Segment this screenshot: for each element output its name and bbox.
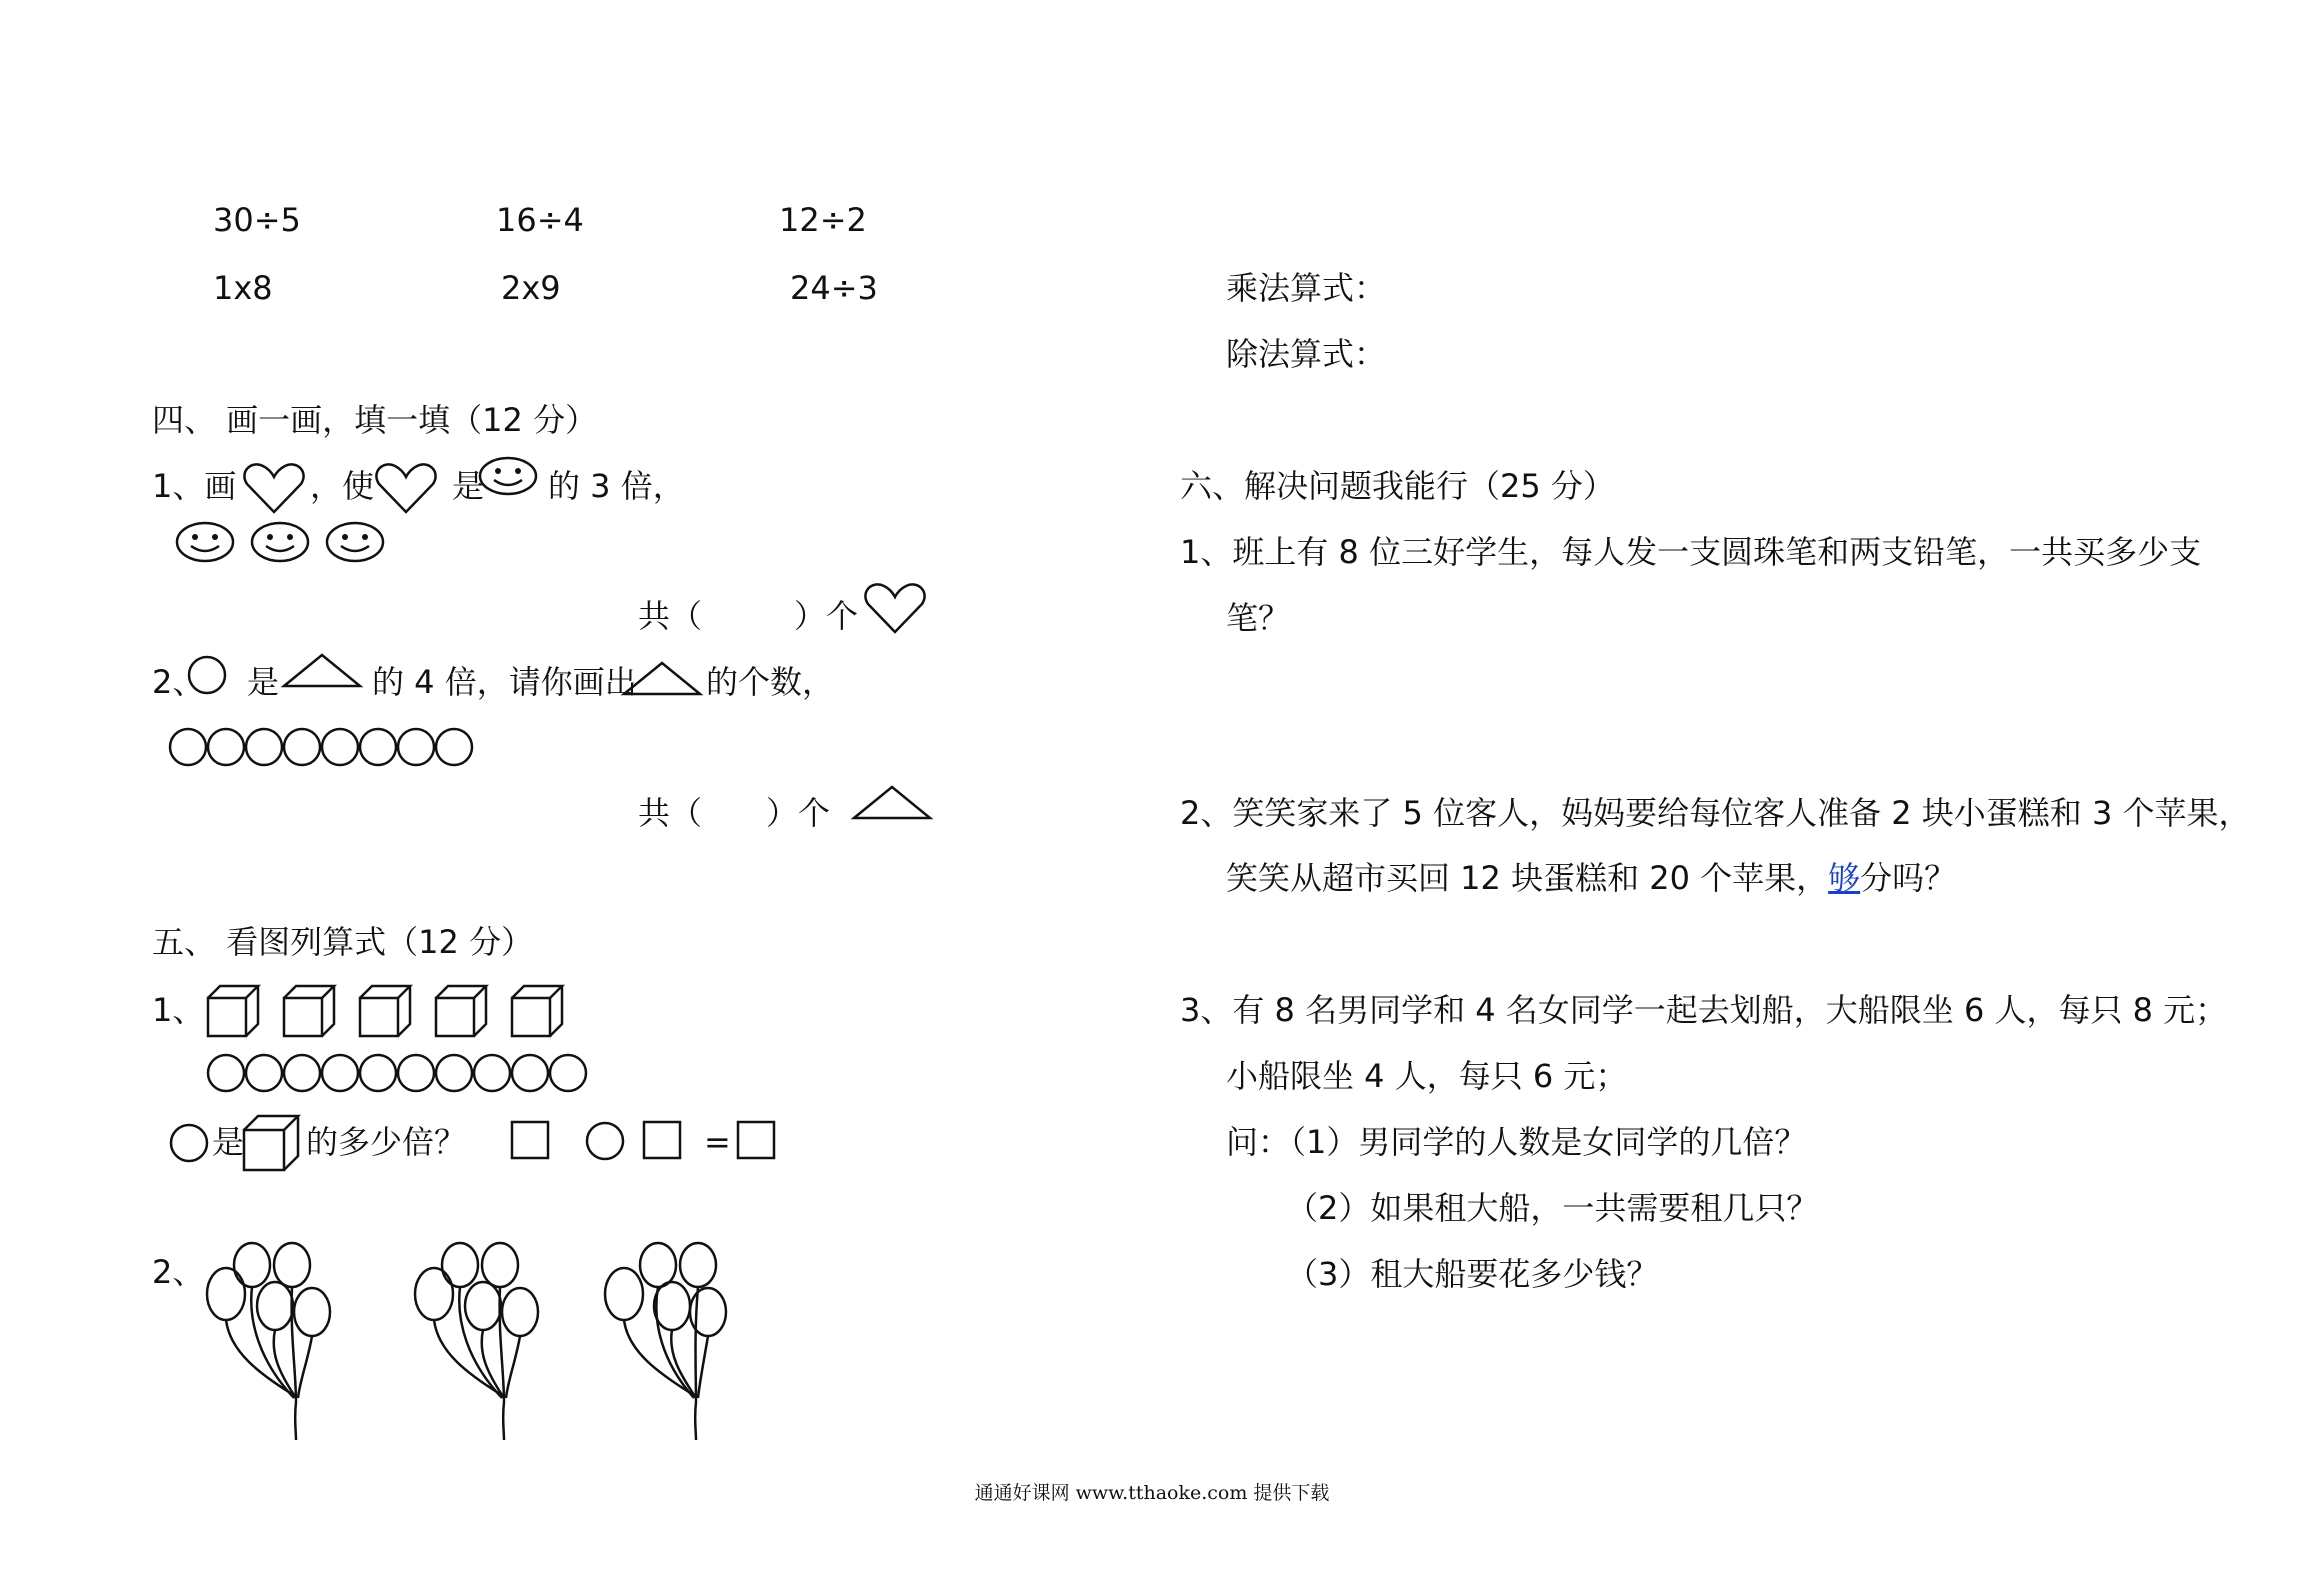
s4-q2-answer-prefix: 共（ [638, 794, 703, 832]
circle-icon [398, 729, 434, 765]
s6-q1-line2: 笔？ [1226, 599, 1291, 637]
cube-icon [360, 986, 410, 1036]
s6-q3-sub2: （2）如果租大船，一共需要租几只？ [1286, 1189, 1819, 1227]
s6-q3-line2: 小船限坐 4 人，每只 6 元； [1226, 1057, 1628, 1095]
s5-q2-num: 2、 [152, 1253, 205, 1291]
answer-box[interactable] [736, 1120, 776, 1160]
circle-icon [474, 1055, 510, 1091]
circle-icon [360, 1055, 396, 1091]
s4-q2-num: 2、 [152, 663, 205, 701]
section5-title: 五、 看图列算式（12 分） [152, 923, 534, 961]
circle-icon [360, 729, 396, 765]
s4-q1-answer-prefix: 共（ [638, 597, 703, 635]
s6-q2-line1: 2、笑笑家来了 5 位客人，妈妈要给每位客人准备 2 块小蛋糕和 3 个苹果， [1180, 794, 2251, 832]
circle-icon [170, 729, 206, 765]
cube-icon [208, 986, 258, 1036]
circle-icon [436, 1055, 472, 1091]
calc-4: 1x8 [213, 269, 273, 307]
balloon-bunch-icon [408, 1242, 548, 1442]
s5-q1-end: 的多少倍？ [306, 1123, 467, 1161]
cube-row [206, 984, 576, 1042]
circle-icon [284, 729, 320, 765]
cube-icon [436, 986, 486, 1036]
equals-sign: = [704, 1123, 731, 1161]
circle-icon [322, 1055, 358, 1091]
s4-q2-is: 是 [247, 663, 280, 701]
s4-q1-num: 1、画 [152, 467, 237, 505]
circle-icon [168, 1122, 210, 1164]
operator-circle[interactable] [584, 1120, 626, 1162]
answer-box[interactable] [510, 1120, 550, 1160]
calc-5: 2x9 [501, 269, 561, 307]
circle-icon [246, 1055, 282, 1091]
circle-icon [436, 729, 472, 765]
smiley-icon [252, 523, 308, 561]
smiley-icon [327, 523, 383, 561]
s6-q3-sub1: 问：（1）男同学的人数是女同学的几倍？ [1226, 1123, 1807, 1161]
circle-icon [186, 654, 228, 696]
cube-icon [512, 986, 562, 1036]
calc-1: 30÷5 [213, 201, 301, 239]
triangle-icon [852, 784, 932, 820]
circle-row [206, 1052, 592, 1094]
answer-box[interactable] [642, 1120, 682, 1160]
s6-q3-line1: 3、有 8 名男同学和 4 名女同学一起去划船，大船限坐 6 人，每只 8 元； [1180, 991, 2228, 1029]
triangle-icon [622, 660, 702, 696]
triangle-icon [282, 652, 362, 688]
circle-icon [208, 1055, 244, 1091]
s6-q2-line2-text-b: 分吗？ [1860, 859, 1957, 897]
s4-q1-answer-suffix: ）个 [794, 597, 859, 635]
circle-row [168, 724, 478, 770]
s4-q1-is: 是 [452, 467, 485, 505]
balloon-bunch-icon [600, 1242, 740, 1442]
smiley-icon [177, 523, 233, 561]
calc-3: 12÷2 [779, 201, 867, 239]
s6-q3-sub3: （3）租大船要花多少钱？ [1286, 1255, 1659, 1293]
s4-q1-end: 的 3 倍， [548, 467, 685, 505]
div-formula-label: 除法算式： [1226, 335, 1387, 373]
s4-q2-end: 的个数， [706, 663, 835, 701]
s4-q1-mid: ，使 [310, 467, 375, 505]
smiley-icon [478, 456, 538, 496]
s5-q1-is: 是 [212, 1123, 245, 1161]
circle-icon [512, 1055, 548, 1091]
circle-icon [284, 1055, 320, 1091]
heart-icon [375, 462, 437, 514]
calc-2: 16÷4 [496, 201, 584, 239]
circle-icon [208, 729, 244, 765]
balloon-bunch-icon [200, 1242, 340, 1442]
cube-icon [242, 1114, 300, 1172]
s6-q1-line1: 1、班上有 8 位三好学生，每人发一支圆珠笔和两支铅笔，一共买多少支 [1180, 533, 2202, 571]
s4-q2-answer-suffix: ）个 [766, 794, 831, 832]
s6-q2-line2-text-a: 笑笑从超市买回 12 块蛋糕和 20 个苹果， [1226, 859, 1829, 897]
smiley-row [175, 520, 395, 564]
heart-icon [243, 462, 305, 514]
circle-icon [322, 729, 358, 765]
calc-6: 24÷3 [790, 269, 878, 307]
circle-icon [550, 1055, 586, 1091]
hyperlink-word[interactable]: 够 [1828, 859, 1861, 897]
s5-q1-num: 1、 [152, 991, 205, 1029]
cube-icon [284, 986, 334, 1036]
heart-icon [864, 582, 926, 634]
section6-title: 六、解决问题我能行（25 分） [1180, 467, 1615, 505]
circle-icon [398, 1055, 434, 1091]
page-footer: 通通好课网 www.tthaoke.com 提供下载 [974, 1482, 1330, 1504]
circle-icon [246, 729, 282, 765]
section4-title: 四、 画一画，填一填（12 分） [152, 401, 598, 439]
mult-formula-label: 乘法算式： [1226, 269, 1387, 307]
s6-q2-line2 [1226, 858, 1956, 898]
s4-q2-mid: 的 4 倍，请你画出 [372, 663, 637, 701]
